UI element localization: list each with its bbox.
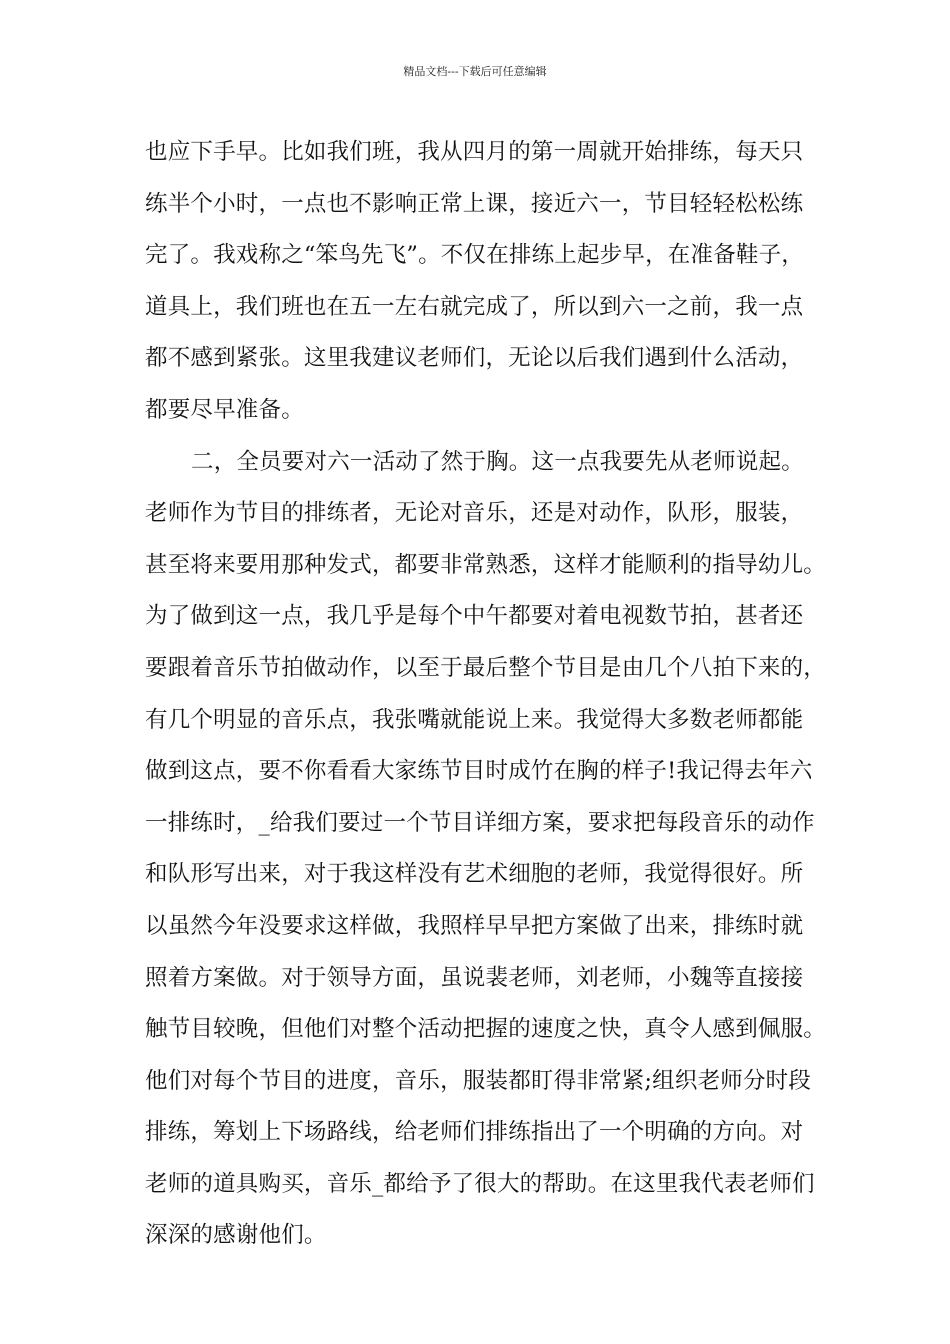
text-line: 和队形写出来，对于我这样没有艺术细胞的老师，我觉得很好。所	[145, 861, 804, 888]
text-line: 都不感到紧张。这里我建议老师们，无论以后我们遇到什么活动，	[145, 345, 804, 372]
text-line: 排练，筹划上下场路线，给老师们排练指出了一个明确的方向。对	[145, 1119, 804, 1146]
text-line: 以虽然今年没要求这样做，我照样早早把方案做了出来，排练时就	[145, 912, 804, 939]
text-line: 一排练时，_给我们要过一个节目详细方案，要求把每段音乐的动作	[145, 809, 815, 836]
text-line-indented: 二，全员要对六一活动了然于胸。这一点我要先从老师说起。	[191, 448, 804, 475]
text-line: 道具上，我们班也在五一左右就完成了，所以到六一之前，我一点	[145, 293, 804, 320]
text-line: 触节目较晚，但他们对整个活动把握的速度之快，真令人感到佩服。	[145, 1016, 827, 1043]
text-line: 完了。我戏称之“笨鸟先飞”。不仅在排练上起步早，在准备鞋子，	[145, 242, 805, 269]
text-line: 为了做到这一点，我几乎是每个中午都要对着电视数节拍，甚者还	[145, 603, 804, 630]
text-line: 老师作为节目的排练者，无论对音乐，还是对动作，队形，服装，	[145, 500, 804, 527]
text-line: 他们对每个节目的进度，音乐，服装都盯得非常紧;组织老师分时段	[145, 1067, 812, 1094]
text-line: 有几个明显的音乐点，我张嘴就能说上来。我觉得大多数老师都能	[145, 706, 804, 733]
text-line: 老师的道具购买，音乐_都给予了很大的帮助。在这里我代表老师们	[145, 1170, 815, 1197]
document-body	[145, 130, 835, 1265]
text-line: 也应下手早。比如我们班，我从四月的第一周就开始排练，每天只	[145, 139, 804, 165]
text-line: 都要尽早准备。	[145, 396, 304, 423]
text-line: 练半个小时，一点也不影响正常上课，接近六一，节目轻轻松松练	[145, 190, 804, 217]
text-line: 甚至将来要用那种发式，都要非常熟悉，这样才能顺利的指导幼儿。	[145, 551, 827, 578]
text-line: 做到这点，要不你看看大家练节目时成竹在胸的样子!我记得去年六	[145, 758, 813, 785]
paragraph-2	[145, 440, 835, 1266]
paragraph-1	[145, 130, 835, 440]
text-line: 照着方案做。对于领导方面，虽说裴老师，刘老师，小魏等直接接	[145, 964, 804, 991]
text-line: 要跟着音乐节拍做动作，以至于最后整个节目是由几个八拍下来的，	[145, 654, 827, 681]
text-line: 深深的感谢他们。	[145, 1222, 327, 1249]
page-header: 精品文档---下载后可任意编辑	[403, 65, 547, 78]
